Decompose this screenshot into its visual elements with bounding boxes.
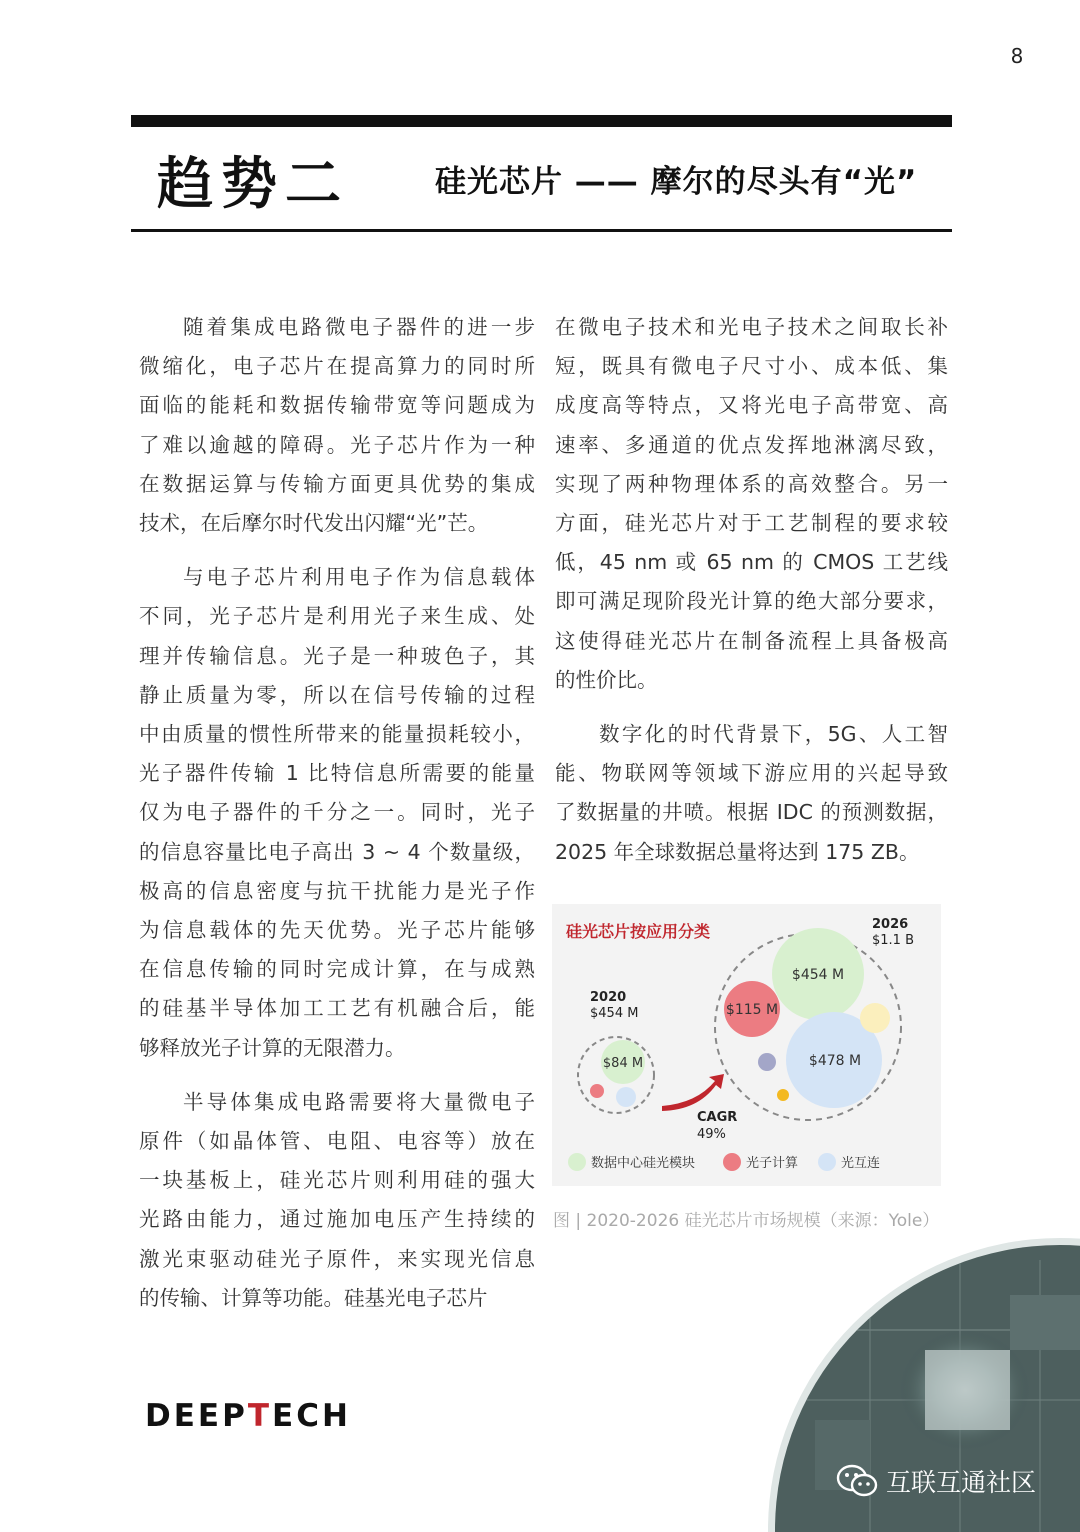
text-line: 实现了两种物理体系的高效整合。另一: [555, 471, 948, 496]
page-number: 8: [1010, 44, 1024, 68]
bubble-2020-data-center-label: $84 M: [602, 1056, 644, 1071]
watermark-text: 互联互通社区: [886, 1468, 1037, 1497]
text-line: 在信息传输的同时完成计算，在与成熟: [139, 957, 535, 982]
text-line: 的传输、计算等功能。硅基光电子芯片: [139, 1285, 488, 1310]
text-line: 够释放光子计算的无限潜力。: [139, 1035, 406, 1060]
trend-subtitle: 硅光芯片 —— 摩尔的尽头有“光”: [435, 164, 918, 200]
text-line: 了数据量的井喷。根据 IDC 的预测数据，: [555, 800, 948, 825]
text-line: 了难以逾越的障碍。光子芯片作为一种: [139, 432, 535, 457]
chart-title: 硅光芯片按应用分类: [566, 922, 711, 941]
text-line: 随着集成电路微电子器件的进一步: [183, 315, 535, 339]
text-line: 低，45 nm 或 65 nm 的 CMOS 工艺线: [555, 550, 948, 575]
text-line: 半导体集成电路需要将大量微电子: [183, 1089, 535, 1114]
legend-label-data-center: 数据中心硅光模块: [591, 1156, 696, 1171]
text-line: 数字化的时代背景下，5G、人工智: [599, 722, 948, 747]
text-line: 方面，硅光芯片对于工艺制程的要求较: [555, 511, 948, 536]
text-line: 短，既具有微电子尺寸小、成本低、集: [555, 354, 948, 379]
text-line: 激光束驱动硅光子原件，来实现光信息: [139, 1246, 535, 1271]
text-line: 这使得硅光芯片在制备流程上具备极高: [555, 628, 948, 653]
legend-label-interconnect: 光互连: [841, 1156, 881, 1171]
text-line: 不同，光子芯片是利用光子来生成、处: [139, 604, 535, 629]
text-line: 成度高等特点，又将光电子高带宽、高: [555, 393, 948, 418]
group-2020-year: 2020: [590, 990, 627, 1005]
group-2026-year: 2026: [872, 917, 909, 932]
text-line: 中由质量的惯性所带来的能量损耗较小，: [139, 722, 535, 747]
text-line: 为信息载体的先天优势。光子芯片能够: [139, 918, 535, 943]
text-line: 速率、多通道的优点发挥地淋漓尽致，: [555, 432, 948, 457]
text-line: 的硅基半导体加工工艺有机融合后，能: [139, 996, 535, 1021]
text-line: 的性价比。: [555, 667, 658, 692]
group-2026-total: $1.1 B: [872, 933, 914, 948]
text-line: 微缩化，电子芯片在提高算力的同时所: [139, 354, 535, 379]
text-line: 即可满足现阶段光计算的绝大部分要求，: [555, 589, 948, 614]
wechat-icon: [836, 1463, 878, 1499]
text-line: 静止质量为零，所以在信号传输的过程: [139, 682, 535, 707]
text-line: 面临的能耗和数据传输带宽等问题成为: [139, 393, 535, 418]
text-line: 仅为电子器件的千分之一。同时，光子: [139, 800, 535, 825]
cagr-value: 49%: [697, 1127, 726, 1142]
text-line: 能、物联网等领域下游应用的兴起导致: [555, 761, 948, 786]
cagr-label: CAGR: [697, 1110, 738, 1125]
group-2020-total: $454 M: [590, 1006, 639, 1021]
deeptech-logo: DEEPTECH: [145, 1398, 351, 1434]
figure-caption: 图 | 2020-2026 硅光芯片市场规模（来源：Yole）: [553, 1211, 940, 1231]
watermark: [836, 1463, 1036, 1499]
text-line: 2025 年全球数据总量将达到 175 ZB。: [555, 839, 920, 864]
bubble-2026-data-center-label: $454 M: [791, 967, 845, 983]
text-line: 在数据运算与传输方面更具优势的集成: [139, 471, 535, 496]
bubble-2026-interconnect-label: $478 M: [808, 1053, 862, 1069]
text-line: 一块基板上，硅光芯片则利用硅的强大: [139, 1168, 535, 1193]
trend-title: 趋势二: [157, 152, 349, 217]
text-line: 理并传输信息。光子是一种玻色子，其: [139, 643, 535, 668]
text-line: 在微电子技术和光电子技术之间取长补: [555, 315, 948, 339]
legend-label-photonic-computing: 光子计算: [746, 1156, 799, 1171]
text-line: 与电子芯片利用电子作为信息载体: [183, 565, 535, 590]
text-line: 光路由能力，通过施加电压产生持续的: [139, 1207, 535, 1232]
text-line: 的信息容量比电子高出 3 ~ 4 个数量级，: [139, 839, 535, 864]
text-line: 光子器件传输 1 比特信息所需要的能量: [139, 761, 535, 786]
text-line: 极高的信息密度与抗干扰能力是光子作: [139, 878, 535, 903]
bubble-2026-photonic-computing-label: $115 M: [725, 1002, 779, 1018]
text-line: 原件（如晶体管、电阻、电容等）放在: [139, 1129, 535, 1154]
text-line: 技术，在后摩尔时代发出闪耀“光”芒。: [139, 511, 489, 536]
